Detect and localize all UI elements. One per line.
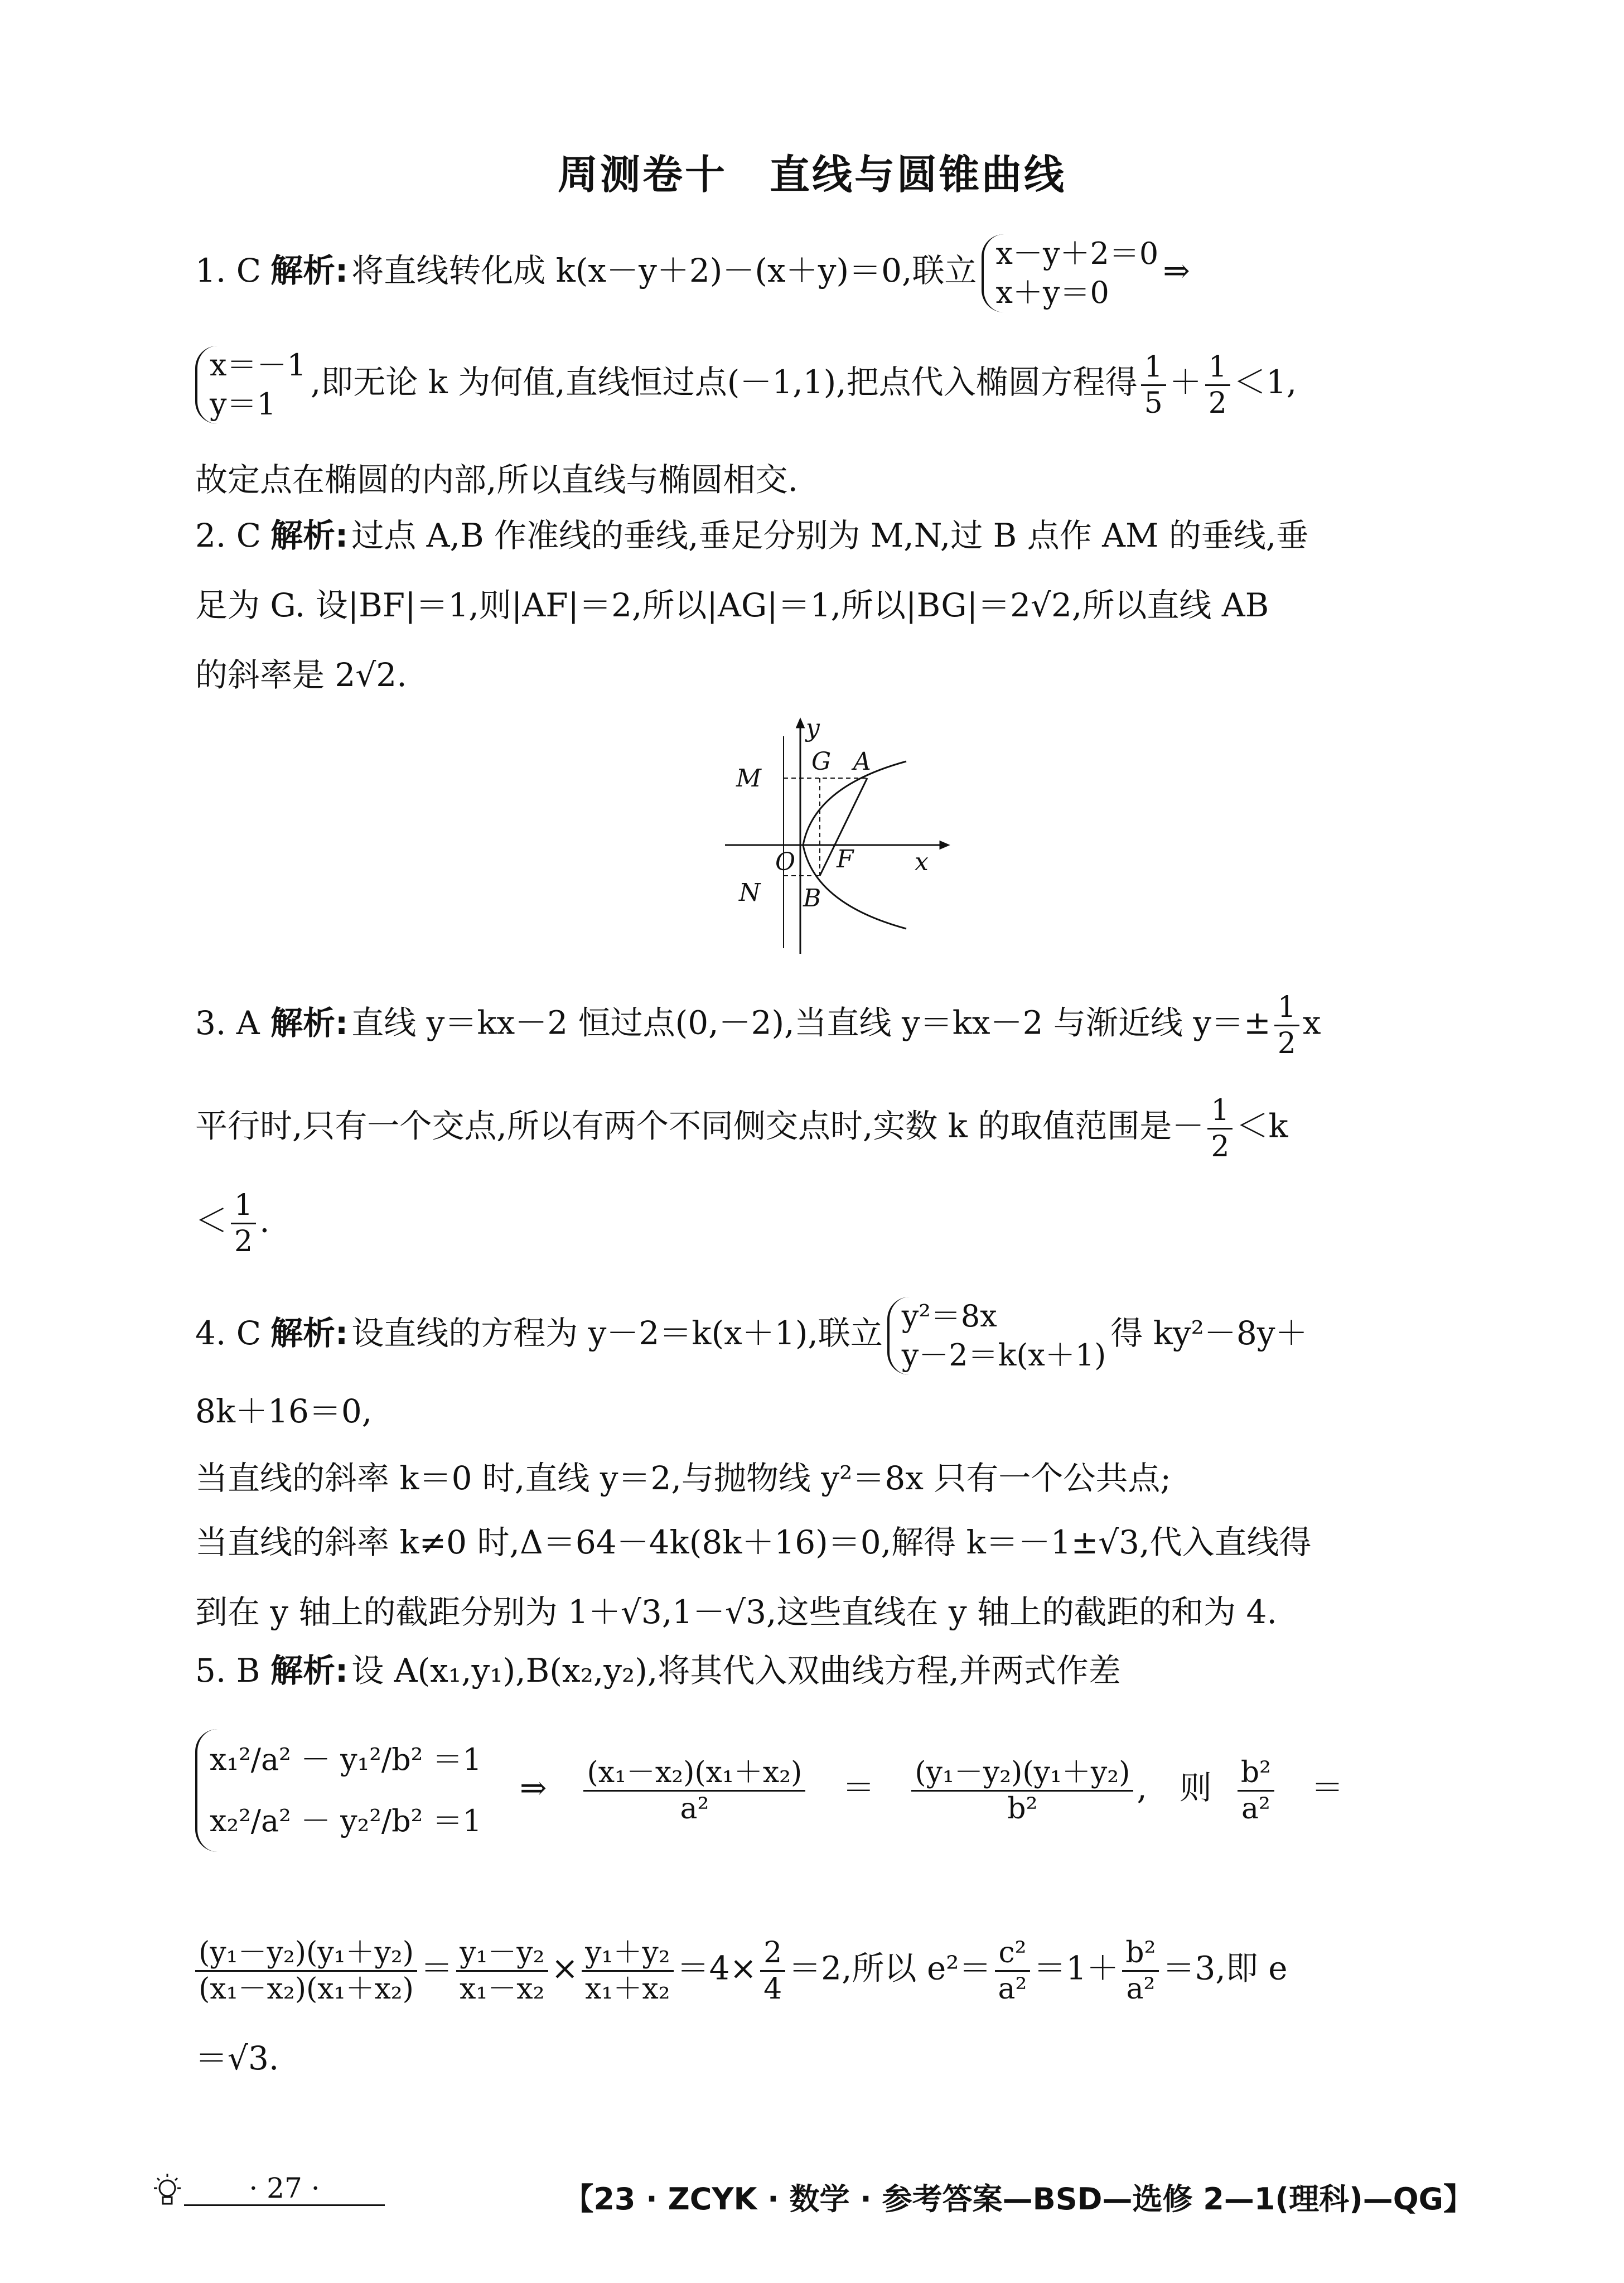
label-M: M [736,764,762,793]
label-A: A [853,747,871,776]
y-axis-arrow [797,720,804,727]
page-title: 周测卷十 直线与圆锥曲线 [557,151,1066,198]
q4-line-4: 当直线的斜率 k≠0 时,Δ＝64－4k(8k＋16)＝0,解得 k＝－1±√3,代入直线得 [195,1523,1312,1561]
label-x: x [915,848,929,876]
q1-keyword: 解析: [270,252,349,290]
q3-keyword: 解析: [270,1003,349,1042]
footer-left [151,2173,385,2212]
q5-system: x₁²/a² － y₁²/b² ＝1 x₂²/a² － y₂²/b² ＝1 [195,1729,482,1852]
label-F: F [837,845,854,873]
q1-line-3: 故定点在椭圆的内部,所以直线与椭圆相交. [195,461,798,499]
q4-keyword: 解析: [270,1314,349,1353]
lightbulb-icon [151,2173,184,2212]
q1-number: 1. C [195,252,262,290]
q1-line-1: 1. C 解析: 将直线转化成 k(x－y＋2)－(x＋y)＝0,联立 x－y＋2＝0 x＋y＝0 ⇒ [195,234,1472,312]
q5-line-2: x₁²/a² － y₁²/b² ＝1 x₂²/a² － y₂²/b² ＝1 ⇒ $\frac{\text{(x₁－x₂)(x₁＋x₂)}}{\text{a²}}$ ＝ $\frac{\text{(y₁－y₂)(y₁＋y₂)}}{\text{b²}}$ , 则 $\frac{\text{b²}}{\text{a²}}$ ＝ [195,1729,1472,1852]
parabola-figure [719,714,954,959]
label-y: y [806,714,820,742]
q5-line-1: 5. B 解析: 设 A(x₁,y₁),B(x₂,y₂),将其代入双曲线方程,并两式作差 [195,1648,1472,1693]
q3-line-1: 3. A 解析: 直线 y＝kx－2 恒过点(0,－2),当直线 y＝kx－2 与渐近线 y＝± $\frac{1}{2}$ x [195,991,1321,1060]
q5-line-3: $\frac{\text{(y₁－y₂)(y₁＋y₂)}}{\text{(x₁－x₂)(x₁＋x₂)}}$ ＝ $\frac{\text{y₁－y₂}}{\text{x₁－x₂}}$ × $\frac{\text{y₁＋y₂}}{\text{x₁＋x₂}}$ ＝4× $\frac{2}{4}$ ＝2,所以 e²＝ $\frac{\text{c²}}{\text{a²}}$ ＝1＋ $\frac{\text{b²}}{\text{a²}}$ ＝3,即 e [195,1936,1472,2006]
q2-line-2: 足为 G. 设|BF|＝1,则|AF|＝2,所以|AG|＝1,所以|BG|＝2√2,所以直线 AB [195,586,1269,624]
q5-number: 5. B [195,1652,260,1690]
q5-line-4: ＝√3. [195,2039,279,2077]
page-number: · 27 · [184,2172,385,2206]
q3-number: 3. A [195,1003,260,1042]
label-G: G [811,747,832,776]
q4-number: 4. C [195,1314,262,1353]
q1-line-2: x＝－1 y＝1 ,即无论 k 为何值,直线恒过点(－1,1),把点代入椭圆方程得 $\frac{1}{5}$ ＋ $\frac{1}{2}$ ＜1, [195,346,1472,424]
q2-number: 2. C [195,517,262,554]
q1-system-1: x－y＋2＝0 x＋y＝0 [982,234,1159,312]
q4-line-2: 8k＋16＝0, [195,1392,373,1430]
footer-code: 【23 · ZCYK · 数学 · 参考答案—BSD—选修 2—1(理科)—QG】 [563,2181,1473,2217]
label-B: B [803,884,821,913]
q5-keyword: 解析: [270,1652,349,1690]
label-O: O [775,848,796,876]
q2-keyword: 解析: [270,517,349,554]
q3-line-3: ＜ $\frac{1}{2}$ . [195,1189,270,1258]
q4-line-1: 4. C 解析: 设直线的方程为 y－2＝k(x＋1),联立 y²＝8x y－2＝k(x＋1) 得 ky²－8y＋ [195,1297,1472,1375]
x-axis-arrow [940,842,948,848]
q4-system: y²＝8x y－2＝k(x＋1) [887,1297,1106,1375]
q3-line-2: 平行时,只有一个交点,所以有两个不同侧交点时,实数 k 的取值范围是－ $\frac{1}{2}$ ＜k [195,1094,1288,1164]
q2-line-3: 的斜率是 2√2. [195,656,407,694]
q4-line-5: 到在 y 轴上的截距分别为 1＋√3,1－√3,这些直线在 y 轴上的截距的和为 4. [195,1593,1277,1631]
q4-line-3: 当直线的斜率 k＝0 时,直线 y＝2,与抛物线 y²＝8x 只有一个公共点; [195,1459,1171,1497]
q2-line-1: 2. C 解析: 过点 A,B 作准线的垂线,垂足分别为 M,N,过 B 点作 AM 的垂线,垂 [195,513,1472,558]
q1-system-2: x＝－1 y＝1 [195,346,306,424]
label-N: N [739,879,761,907]
